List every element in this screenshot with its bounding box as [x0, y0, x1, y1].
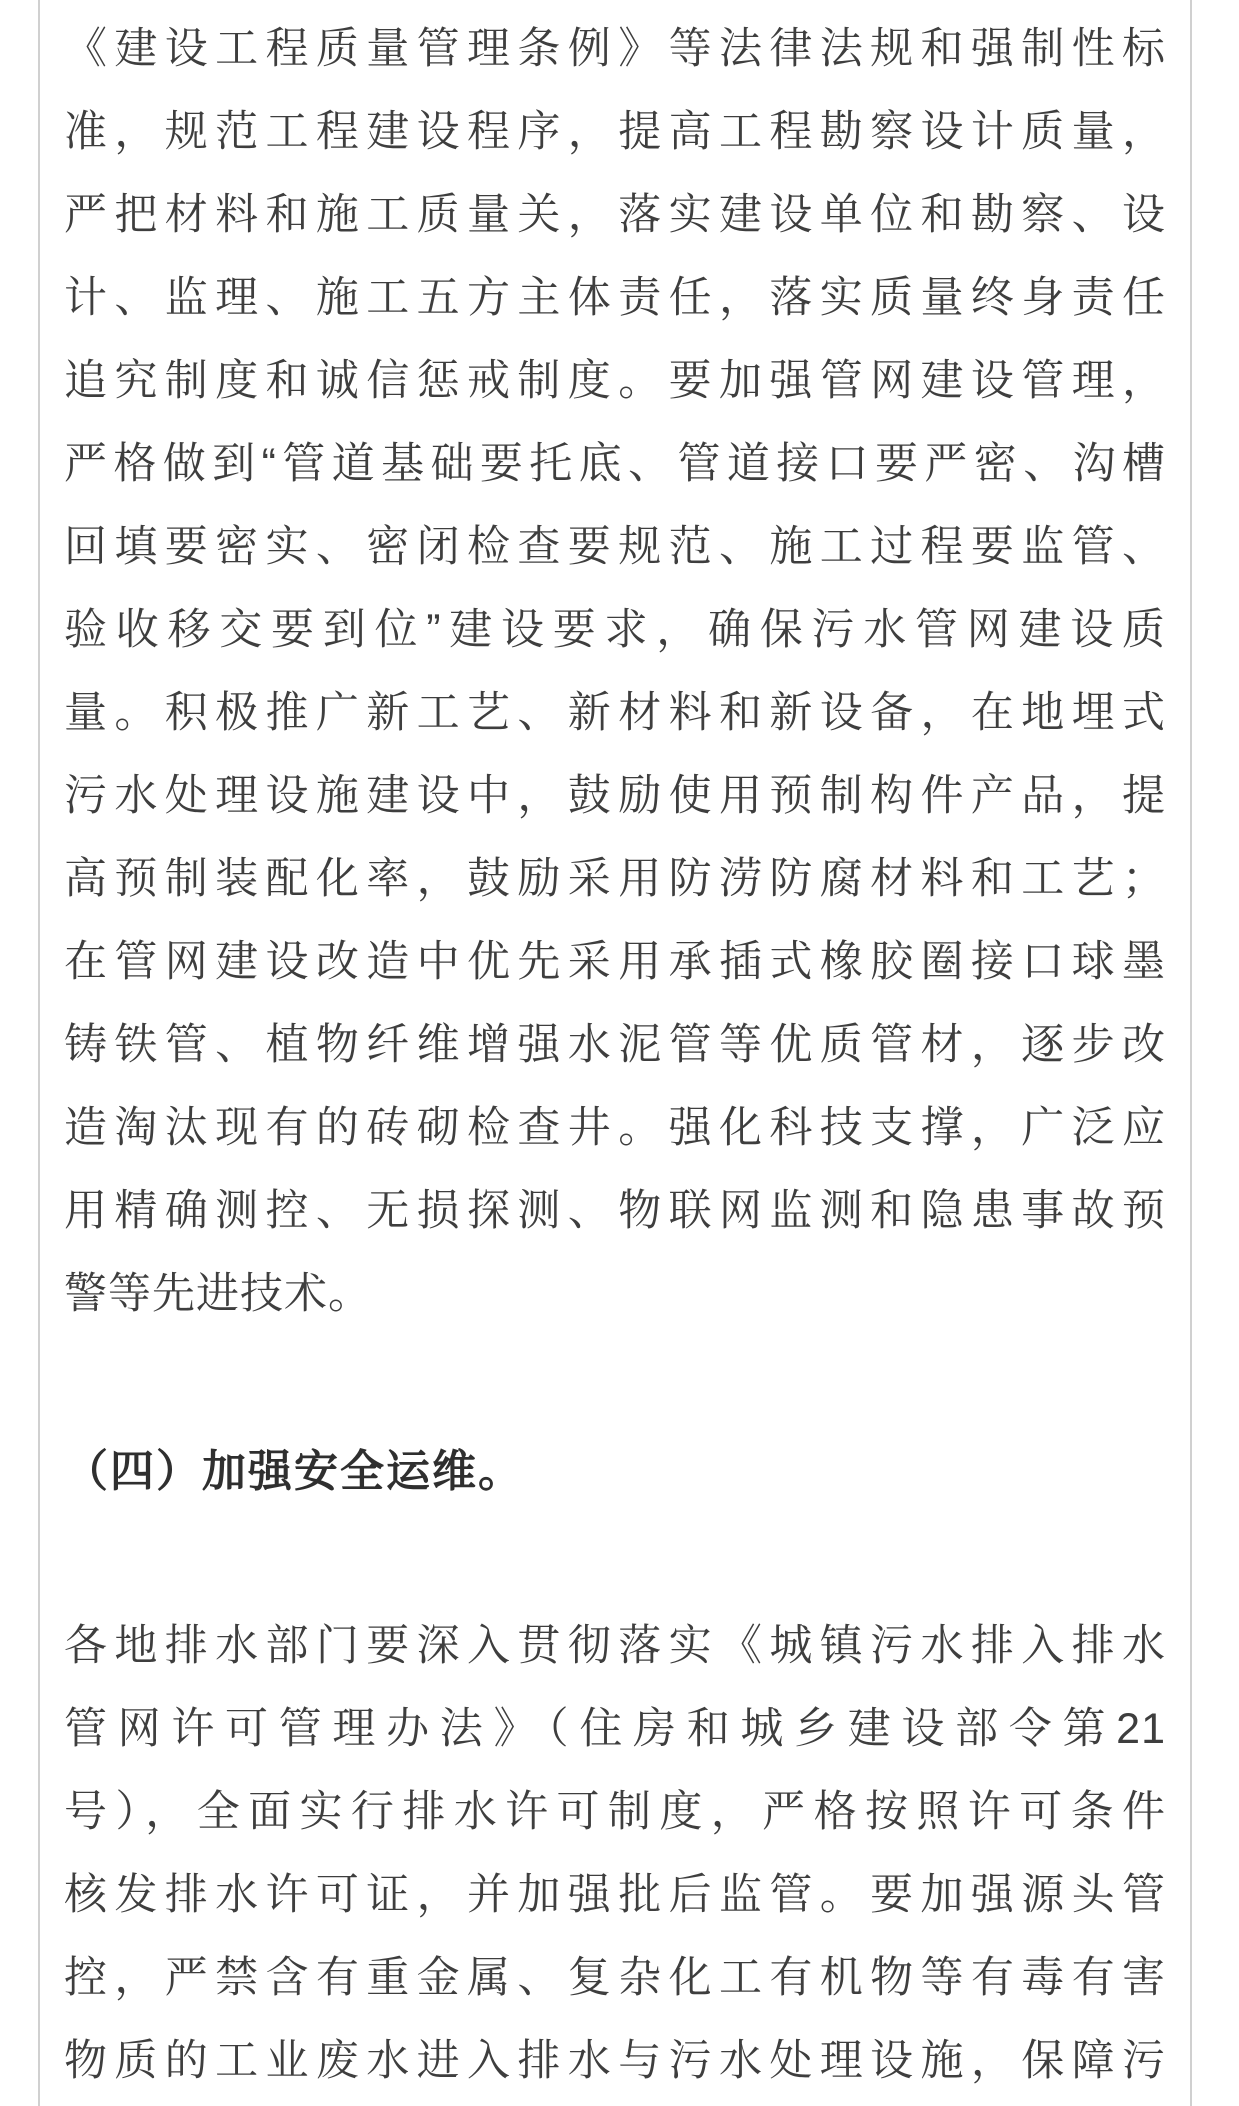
text-line: 追究制度和诚信惩戒制度。要加强管网建设管理， — [64, 357, 1166, 405]
text-line: 回填要密实、密闭检查要规范、施工过程要监管、 — [64, 523, 1166, 571]
text-line: 严把材料和施工质量关，落实建设单位和勘察、设 — [64, 191, 1166, 239]
text-line: 量。积极推广新工艺、新材料和新设备，在地埋式 — [64, 689, 1166, 737]
text-line: 计、监理、施工五方主体责任，落实质量终身责任 — [64, 274, 1166, 322]
text-line: 严格做到“管道基础要托底、管道接口要严密、沟槽 — [64, 440, 1166, 488]
paragraph-safe-operation — [64, 1605, 1166, 2103]
article-content — [64, 8, 1166, 2103]
text-line: 准，规范工程建设程序，提高工程勘察设计质量， — [64, 108, 1166, 156]
text-line: 管网许可管理办法》（住房和城乡建设部令第21 — [64, 1705, 1166, 1753]
text-line: 污水处理设施建设中，鼓励使用预制构件产品，提 — [64, 772, 1166, 820]
text-line: 控，严禁含有重金属、复杂化工有机物等有毒有害 — [64, 1954, 1166, 2002]
text-line: 《建设工程质量管理条例》等法律法规和强制性标 — [64, 25, 1166, 73]
article-page — [38, 0, 1192, 2106]
paragraph-quality-management — [64, 8, 1166, 1336]
text-line: 铸铁管、植物纤维增强水泥管等优质管材，逐步改 — [64, 1021, 1166, 1069]
text-line: 物质的工业废水进入排水与污水处理设施，保障污 — [64, 2037, 1166, 2085]
text-line: 在管网建设改造中优先采用承插式橡胶圈接口球墨 — [64, 938, 1166, 986]
text-line: 号），全面实行排水许可制度，严格按照许可条件 — [64, 1788, 1166, 1836]
text-line: 各地排水部门要深入贯彻落实《城镇污水排入排水 — [64, 1622, 1166, 1670]
text-line: 高预制装配化率，鼓励采用防涝防腐材料和工艺； — [64, 855, 1166, 903]
text-line: 核发排水许可证，并加强批后监管。要加强源头管 — [64, 1871, 1166, 1919]
text-line: 用精确测控、无损探测、物联网监测和隐患事故预 — [64, 1187, 1166, 1235]
text-line: 验收移交要到位”建设要求，确保污水管网建设质 — [64, 606, 1166, 654]
text-line: 警等先进技术。 — [64, 1270, 372, 1318]
text-line: 造淘汰现有的砖砌检查井。强化科技支撑，广泛应 — [64, 1104, 1166, 1152]
section-heading: （四）加强安全运维。 — [64, 1447, 524, 1496]
